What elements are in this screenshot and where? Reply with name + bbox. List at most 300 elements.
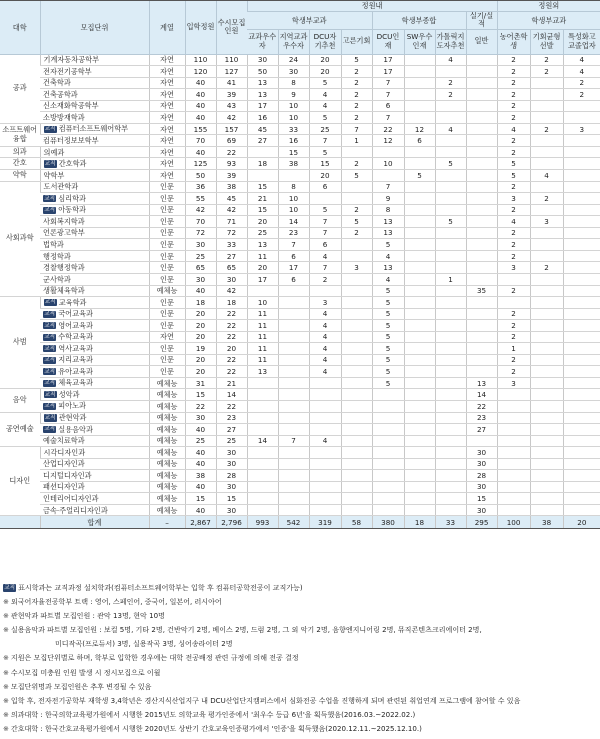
value-cell: 3 bbox=[530, 216, 563, 228]
value-cell: 25 bbox=[216, 435, 247, 447]
value-cell bbox=[466, 308, 497, 320]
value-cell: 23 bbox=[278, 227, 309, 239]
table-row bbox=[0, 470, 600, 482]
value-cell: 30 bbox=[466, 481, 497, 493]
value-cell: 4 bbox=[309, 100, 341, 112]
value-cell: 11 bbox=[247, 331, 278, 343]
value-cell: 2 bbox=[497, 354, 530, 366]
value-cell bbox=[278, 400, 309, 412]
value-cell bbox=[530, 389, 563, 401]
value-cell bbox=[278, 170, 309, 182]
value-cell: 2 bbox=[497, 331, 530, 343]
value-cell: 157 bbox=[216, 123, 247, 135]
track-cell: 예체능 bbox=[149, 481, 185, 493]
track-cell: 예체능 bbox=[149, 377, 185, 389]
note-text: 수시모집 미충원 인원 발생 시 정시모집으로 이월 bbox=[10, 668, 161, 677]
unit-cell bbox=[40, 262, 149, 274]
value-cell bbox=[404, 481, 435, 493]
value-cell bbox=[404, 412, 435, 424]
value-cell bbox=[309, 193, 341, 205]
value-cell bbox=[530, 470, 563, 482]
value-cell bbox=[435, 297, 466, 309]
value-cell: 1 bbox=[341, 135, 372, 147]
value-cell bbox=[466, 366, 497, 378]
value-cell bbox=[435, 389, 466, 401]
value-cell bbox=[278, 285, 309, 297]
track-cell: 인문 bbox=[149, 181, 185, 193]
unit-cell bbox=[40, 273, 149, 285]
value-cell bbox=[372, 447, 404, 459]
teaching-badge: 교직 bbox=[44, 368, 55, 375]
value-cell: 71 bbox=[216, 216, 247, 228]
table-row bbox=[0, 112, 600, 124]
value-cell bbox=[404, 100, 435, 112]
track-cell: 인문 bbox=[149, 262, 185, 274]
track-cell: 자연 bbox=[149, 170, 185, 182]
value-cell bbox=[435, 227, 466, 239]
value-cell: 2 bbox=[341, 204, 372, 216]
value-cell bbox=[563, 204, 600, 216]
value-cell: 33 bbox=[216, 239, 247, 251]
table-row bbox=[0, 389, 600, 401]
value-cell bbox=[530, 331, 563, 343]
value-cell bbox=[247, 400, 278, 412]
unit-name: 수학교육과 bbox=[58, 332, 93, 342]
table-row bbox=[0, 273, 600, 285]
unit-name: 법학과 bbox=[43, 239, 64, 249]
value-cell bbox=[341, 493, 372, 505]
unit-cell bbox=[40, 158, 149, 170]
note-item bbox=[3, 612, 599, 626]
track-cell: 인문 bbox=[149, 227, 185, 239]
value-cell bbox=[466, 100, 497, 112]
value-cell: 70 bbox=[185, 135, 216, 147]
value-cell bbox=[563, 424, 600, 436]
note-item bbox=[3, 697, 599, 711]
value-cell bbox=[466, 262, 497, 274]
value-cell bbox=[309, 285, 341, 297]
header-grp-general: 학생부종합 bbox=[372, 12, 466, 30]
value-cell: 3 bbox=[563, 123, 600, 135]
track-cell: 인문 bbox=[149, 320, 185, 332]
table-row bbox=[0, 412, 600, 424]
value-cell bbox=[309, 424, 341, 436]
value-cell bbox=[278, 458, 309, 470]
note-item bbox=[3, 654, 599, 668]
unit-name: 디지털디자인과 bbox=[43, 470, 92, 480]
value-cell bbox=[278, 308, 309, 320]
value-cell bbox=[341, 412, 372, 424]
value-cell bbox=[435, 112, 466, 124]
teaching-badge: 교직 bbox=[44, 334, 55, 341]
value-cell bbox=[435, 424, 466, 436]
value-cell: 2 bbox=[497, 89, 530, 101]
value-cell: 7 bbox=[341, 123, 372, 135]
value-cell bbox=[466, 320, 497, 332]
value-cell: 8 bbox=[278, 77, 309, 89]
value-cell: 5 bbox=[341, 54, 372, 66]
value-cell: 7 bbox=[372, 77, 404, 89]
value-cell bbox=[563, 470, 600, 482]
value-cell bbox=[372, 458, 404, 470]
unit-name: 국어교육과 bbox=[58, 309, 93, 319]
unit-name: 의예과 bbox=[43, 147, 65, 157]
value-cell bbox=[372, 481, 404, 493]
value-cell: 22 bbox=[216, 146, 247, 158]
value-cell: 22 bbox=[185, 400, 216, 412]
value-cell: 5 bbox=[497, 170, 530, 182]
header-col-vocational-grad: 특성화고교졸업자 bbox=[563, 29, 600, 54]
value-cell: 7 bbox=[372, 89, 404, 101]
value-cell bbox=[341, 343, 372, 355]
value-cell bbox=[563, 331, 600, 343]
value-cell: 2 bbox=[341, 227, 372, 239]
total-cell: 319 bbox=[309, 516, 341, 529]
value-cell: 2 bbox=[497, 100, 530, 112]
value-cell: 22 bbox=[216, 308, 247, 320]
value-cell: 6 bbox=[372, 100, 404, 112]
value-cell: 5 bbox=[341, 170, 372, 182]
value-cell bbox=[530, 412, 563, 424]
value-cell bbox=[563, 343, 600, 355]
value-cell bbox=[435, 377, 466, 389]
table-row bbox=[0, 193, 600, 205]
value-cell: 27 bbox=[466, 424, 497, 436]
note-mark: ※ bbox=[3, 696, 9, 705]
value-cell bbox=[563, 377, 600, 389]
note-text: 외국어자율전공학부 트랙 : 영어, 스페인어, 중국어, 일본어, 러시아어 bbox=[10, 598, 222, 607]
unit-name: 신소재화학공학부 bbox=[43, 101, 99, 111]
college-name: 의과 bbox=[0, 146, 40, 158]
note-text: 표시학과는 교직과정 설치학과(컴퓨터소프트웨어학부는 입학 후 컴퓨터공학전공이 교직가능) bbox=[18, 584, 303, 592]
value-cell: 2 bbox=[497, 204, 530, 216]
value-cell: 4 bbox=[435, 54, 466, 66]
note-text: 실용음악과 파트별 모집인원 : 보컬 5명, 기타 2명, 건반악기 2명, 베이스 2명, 드럼 2명, 그 외 악기 2명, 음향엔지니어링 2명, 뮤직콘텐츠크리에이터 2명, bbox=[10, 626, 482, 635]
note-item bbox=[3, 683, 599, 697]
value-cell: 15 bbox=[185, 389, 216, 401]
value-cell: 30 bbox=[466, 504, 497, 516]
value-cell bbox=[497, 447, 530, 459]
value-cell bbox=[278, 297, 309, 309]
value-cell bbox=[341, 400, 372, 412]
value-cell: 22 bbox=[216, 366, 247, 378]
value-cell bbox=[563, 250, 600, 262]
value-cell bbox=[341, 193, 372, 205]
header-grp-subject2: 학생부교과 bbox=[497, 12, 600, 30]
value-cell bbox=[497, 389, 530, 401]
unit-name: 컴퓨터소프트웨어학부 bbox=[58, 124, 129, 134]
value-cell bbox=[372, 170, 404, 182]
track-cell: 자연 bbox=[149, 89, 185, 101]
unit-cell bbox=[40, 239, 149, 251]
unit-cell bbox=[40, 123, 149, 135]
value-cell bbox=[497, 435, 530, 447]
value-cell bbox=[530, 458, 563, 470]
value-cell bbox=[563, 135, 600, 147]
value-cell bbox=[247, 389, 278, 401]
unit-name: 소방방재학과 bbox=[43, 112, 85, 122]
value-cell bbox=[278, 389, 309, 401]
value-cell bbox=[341, 181, 372, 193]
unit-cell bbox=[40, 331, 149, 343]
value-cell bbox=[466, 331, 497, 343]
value-cell bbox=[247, 170, 278, 182]
value-cell: 17 bbox=[278, 262, 309, 274]
value-cell: 6 bbox=[309, 239, 341, 251]
teaching-badge: 교직 bbox=[44, 322, 55, 329]
value-cell bbox=[435, 493, 466, 505]
value-cell: 13 bbox=[466, 377, 497, 389]
value-cell bbox=[466, 181, 497, 193]
value-cell bbox=[530, 146, 563, 158]
total-cell: 38 bbox=[530, 516, 563, 529]
unit-name: 간호학과 bbox=[58, 158, 87, 168]
value-cell bbox=[341, 447, 372, 459]
table-row bbox=[0, 297, 600, 309]
value-cell: 2 bbox=[497, 181, 530, 193]
value-cell bbox=[404, 504, 435, 516]
value-cell bbox=[404, 320, 435, 332]
unit-name: 전자전기공학부 bbox=[43, 66, 92, 76]
teaching-badge: 교직 bbox=[44, 195, 55, 202]
table-row bbox=[0, 262, 600, 274]
value-cell bbox=[466, 170, 497, 182]
table-row bbox=[0, 366, 600, 378]
value-cell bbox=[563, 285, 600, 297]
value-cell bbox=[278, 424, 309, 436]
value-cell: 11 bbox=[247, 308, 278, 320]
value-cell bbox=[247, 447, 278, 459]
header-unit: 모집단위 bbox=[40, 1, 149, 55]
value-cell bbox=[278, 493, 309, 505]
value-cell: 7 bbox=[309, 216, 341, 228]
track-cell: 자연 bbox=[149, 331, 185, 343]
value-cell bbox=[563, 447, 600, 459]
value-cell: 2 bbox=[341, 112, 372, 124]
value-cell: 2 bbox=[341, 158, 372, 170]
table-row bbox=[0, 227, 600, 239]
value-cell: 155 bbox=[185, 123, 216, 135]
unit-name: 건축학과 bbox=[43, 78, 71, 88]
value-cell: 42 bbox=[185, 204, 216, 216]
track-cell: 예체능 bbox=[149, 458, 185, 470]
track-cell: 인문 bbox=[149, 239, 185, 251]
college-name: 공연예술 bbox=[0, 412, 40, 447]
value-cell: 40 bbox=[185, 504, 216, 516]
value-cell bbox=[372, 470, 404, 482]
value-cell: 13 bbox=[372, 216, 404, 228]
unit-cell bbox=[40, 481, 149, 493]
track-cell: 예체능 bbox=[149, 435, 185, 447]
value-cell bbox=[563, 146, 600, 158]
value-cell: 7 bbox=[309, 262, 341, 274]
unit-cell bbox=[40, 504, 149, 516]
note-mark: ※ bbox=[3, 598, 9, 607]
unit-name: 컴퓨터정보보학부 bbox=[43, 136, 99, 146]
value-cell: 6 bbox=[278, 250, 309, 262]
value-cell: 8 bbox=[372, 204, 404, 216]
value-cell: 40 bbox=[185, 100, 216, 112]
value-cell: 17 bbox=[247, 100, 278, 112]
value-cell: 12 bbox=[372, 135, 404, 147]
value-cell: 20 bbox=[309, 54, 341, 66]
table-row bbox=[0, 447, 600, 459]
note-text: 관현악과 파트별 모집인원 : 관악 13명, 현악 10명 bbox=[10, 612, 165, 621]
value-cell bbox=[404, 146, 435, 158]
value-cell bbox=[530, 481, 563, 493]
value-cell: 70 bbox=[185, 216, 216, 228]
college-name: 사회과학 bbox=[0, 181, 40, 296]
value-cell bbox=[435, 239, 466, 251]
track-cell: 자연 bbox=[149, 100, 185, 112]
value-cell: 5 bbox=[372, 377, 404, 389]
unit-cell bbox=[40, 354, 149, 366]
value-cell: 20 bbox=[309, 170, 341, 182]
table-row bbox=[0, 308, 600, 320]
value-cell bbox=[278, 343, 309, 355]
value-cell bbox=[530, 77, 563, 89]
value-cell: 6 bbox=[404, 135, 435, 147]
value-cell: 15 bbox=[309, 158, 341, 170]
value-cell bbox=[404, 447, 435, 459]
value-cell: 2 bbox=[497, 366, 530, 378]
value-cell bbox=[466, 273, 497, 285]
table-row bbox=[0, 354, 600, 366]
value-cell bbox=[309, 493, 341, 505]
note-item bbox=[3, 640, 599, 654]
unit-name: 기계자동차공학부 bbox=[43, 55, 100, 65]
table-row bbox=[0, 493, 600, 505]
value-cell: 3 bbox=[497, 377, 530, 389]
value-cell: 18 bbox=[185, 297, 216, 309]
value-cell bbox=[530, 204, 563, 216]
track-cell: 예체능 bbox=[149, 493, 185, 505]
track-cell: 예체능 bbox=[149, 285, 185, 297]
value-cell: 5 bbox=[309, 77, 341, 89]
value-cell: 5 bbox=[372, 239, 404, 251]
table-row bbox=[0, 343, 600, 355]
unit-cell bbox=[40, 458, 149, 470]
value-cell: 4 bbox=[563, 54, 600, 66]
table-row bbox=[0, 100, 600, 112]
value-cell bbox=[530, 435, 563, 447]
value-cell bbox=[247, 504, 278, 516]
total-cell: 20 bbox=[563, 516, 600, 529]
note-mark: ※ bbox=[3, 710, 9, 719]
value-cell bbox=[530, 181, 563, 193]
track-cell: 자연 bbox=[149, 135, 185, 147]
value-cell: 10 bbox=[278, 112, 309, 124]
unit-name: 약학부 bbox=[43, 170, 65, 180]
note-mark: ※ bbox=[3, 682, 9, 691]
value-cell bbox=[341, 377, 372, 389]
value-cell bbox=[404, 54, 435, 66]
total-cell: 18 bbox=[404, 516, 435, 529]
value-cell bbox=[466, 354, 497, 366]
value-cell: 22 bbox=[372, 123, 404, 135]
note-mark: ※ bbox=[3, 612, 9, 621]
unit-cell bbox=[40, 343, 149, 355]
unit-cell bbox=[40, 320, 149, 332]
track-cell: 인문 bbox=[149, 366, 185, 378]
track-cell: 인문 bbox=[149, 354, 185, 366]
header-col-rural: 농어촌학생 bbox=[497, 29, 530, 54]
unit-cell bbox=[40, 146, 149, 158]
value-cell bbox=[466, 77, 497, 89]
teaching-badge: 교직 bbox=[44, 357, 55, 364]
unit-cell bbox=[40, 285, 149, 297]
value-cell: 45 bbox=[216, 193, 247, 205]
value-cell bbox=[435, 412, 466, 424]
value-cell: 10 bbox=[372, 158, 404, 170]
value-cell bbox=[372, 493, 404, 505]
value-cell: 4 bbox=[309, 308, 341, 320]
value-cell: 4 bbox=[309, 354, 341, 366]
unit-name: 패션디자인과 bbox=[43, 482, 85, 492]
value-cell: 4 bbox=[309, 331, 341, 343]
table-header bbox=[0, 1, 600, 55]
value-cell: 14 bbox=[278, 216, 309, 228]
value-cell: 10 bbox=[278, 193, 309, 205]
table-row bbox=[0, 435, 600, 447]
value-cell bbox=[530, 354, 563, 366]
value-cell bbox=[341, 389, 372, 401]
value-cell: 4 bbox=[309, 366, 341, 378]
unit-name: 심리학과 bbox=[58, 193, 86, 203]
value-cell bbox=[497, 297, 530, 309]
unit-cell bbox=[40, 377, 149, 389]
value-cell: 2 bbox=[497, 77, 530, 89]
value-cell bbox=[341, 331, 372, 343]
note-item bbox=[3, 711, 599, 725]
value-cell bbox=[530, 297, 563, 309]
value-cell bbox=[404, 366, 435, 378]
table-row bbox=[0, 250, 600, 262]
value-cell bbox=[466, 54, 497, 66]
value-cell bbox=[466, 193, 497, 205]
value-cell bbox=[435, 250, 466, 262]
value-cell bbox=[497, 504, 530, 516]
value-cell bbox=[404, 66, 435, 78]
table-row bbox=[0, 170, 600, 182]
header-col-opportunity-balance: 기회균형선발 bbox=[530, 29, 563, 54]
value-cell bbox=[278, 320, 309, 332]
value-cell bbox=[341, 239, 372, 251]
value-cell bbox=[309, 504, 341, 516]
value-cell: 18 bbox=[247, 158, 278, 170]
track-cell: 인문 bbox=[149, 216, 185, 228]
value-cell bbox=[404, 435, 435, 447]
value-cell: 30 bbox=[216, 458, 247, 470]
value-cell bbox=[466, 250, 497, 262]
header-col-dcu-self: DCU자기추천 bbox=[309, 29, 341, 54]
value-cell: 15 bbox=[247, 204, 278, 216]
value-cell bbox=[278, 354, 309, 366]
value-cell: 93 bbox=[216, 158, 247, 170]
value-cell: 3 bbox=[309, 297, 341, 309]
value-cell: 43 bbox=[216, 100, 247, 112]
unit-cell bbox=[40, 389, 149, 401]
value-cell bbox=[435, 146, 466, 158]
value-cell: 4 bbox=[309, 320, 341, 332]
note-item bbox=[3, 584, 599, 598]
header-track: 계열 bbox=[149, 1, 185, 55]
unit-cell bbox=[40, 424, 149, 436]
value-cell: 25 bbox=[185, 250, 216, 262]
unit-cell bbox=[40, 308, 149, 320]
value-cell bbox=[309, 458, 341, 470]
value-cell bbox=[372, 389, 404, 401]
